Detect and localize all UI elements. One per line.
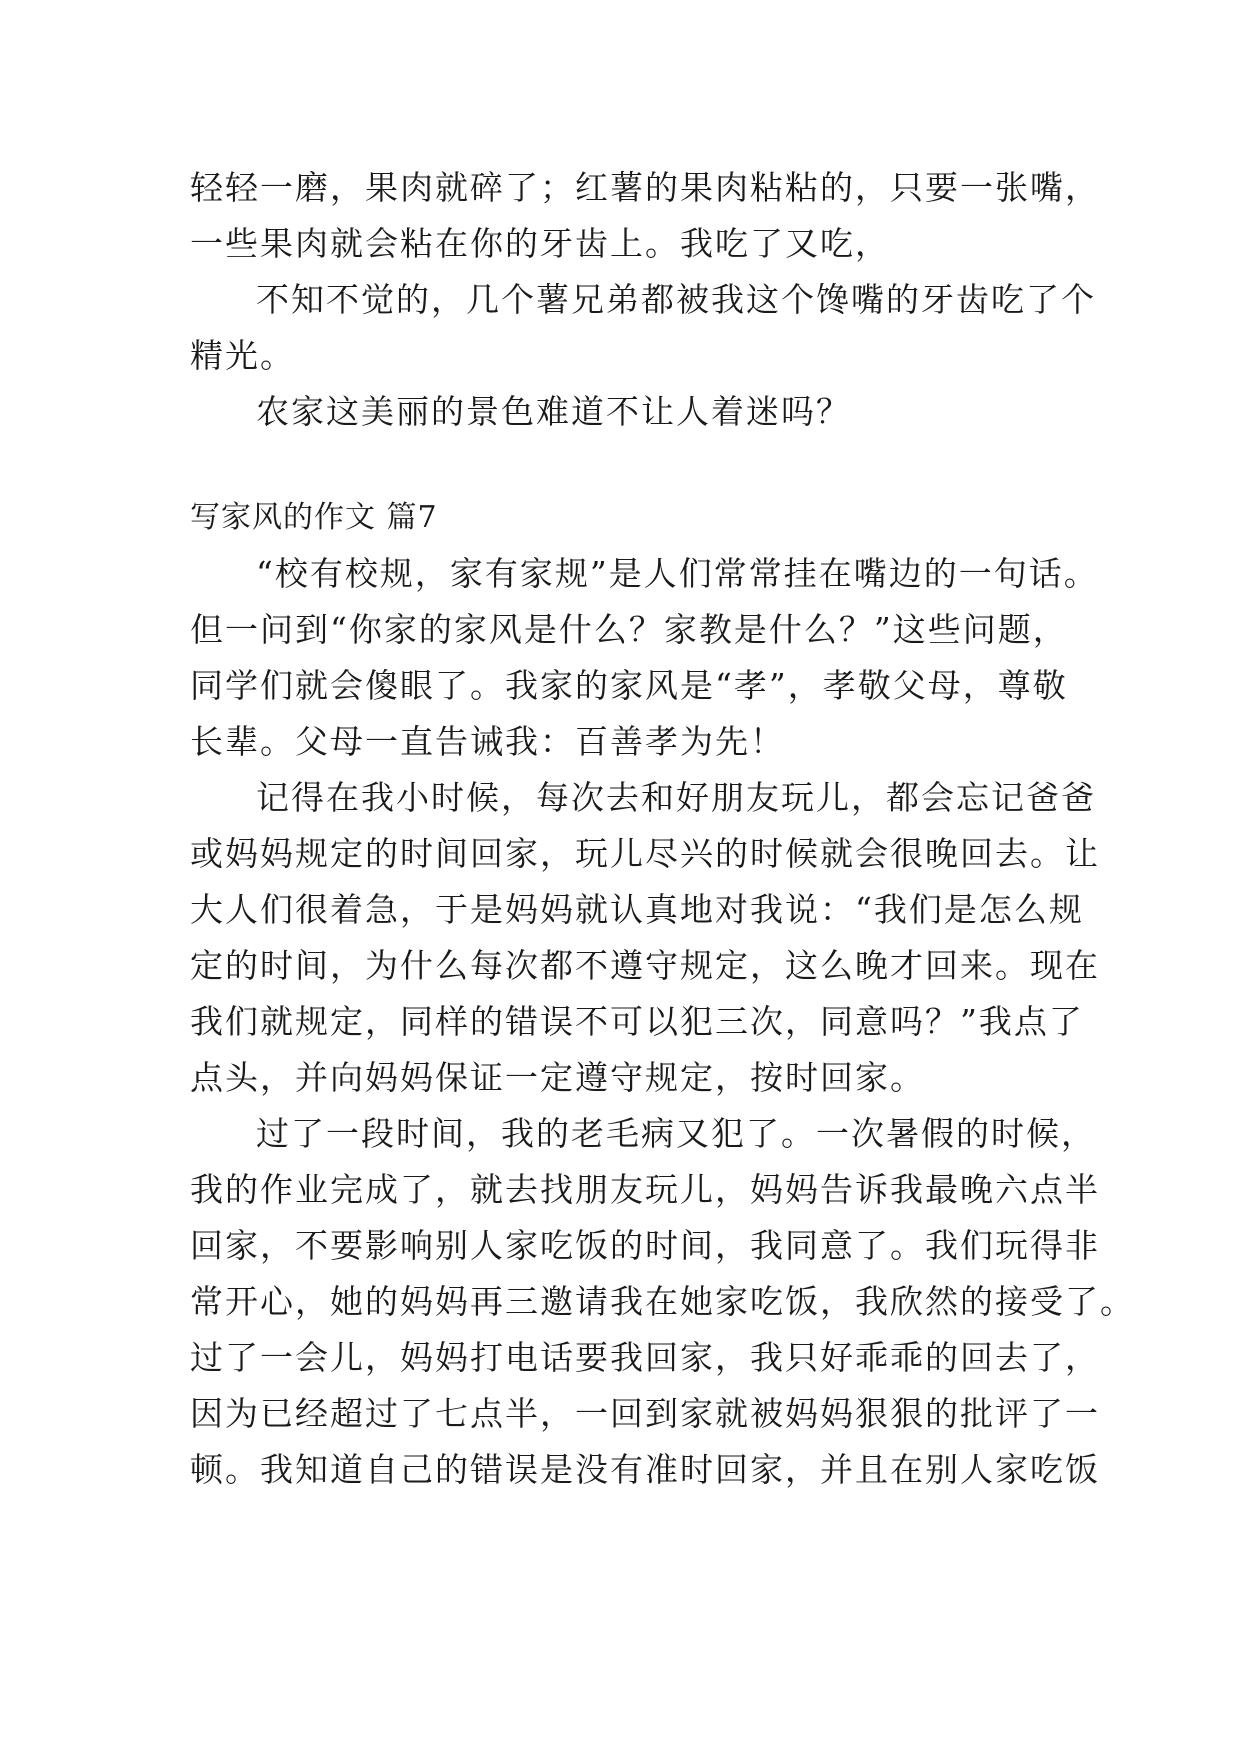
paragraph-line: 过了一会儿，妈妈打电话要我回家，我只好乖乖的回去了， — [190, 1338, 1100, 1377]
paragraph-line: 农家这美丽的景色难道不让人着迷吗？ — [256, 392, 851, 431]
paragraph-line: 或妈妈规定的时间回家，玩儿尽兴的时候就会很晚回去。让 — [190, 834, 1100, 873]
paragraph-line: 顿。我知道自己的错误是没有准时回家，并且在别人家吃饭 — [190, 1450, 1100, 1489]
paragraph-line: 轻轻一磨，果肉就碎了；红薯的果肉粘粘的，只要一张嘴， — [190, 168, 1100, 207]
paragraph-line: 一些果肉就会粘在你的牙齿上。我吃了又吃， — [190, 224, 890, 263]
paragraph-line: 回家，不要影响别人家吃饭的时间，我同意了。我们玩得非 — [190, 1226, 1100, 1265]
section-gap — [190, 440, 1070, 490]
document-page — [190, 160, 1135, 1498]
paragraph-line: 但一问到“你家的家风是什么？家教是什么？”这些问题， — [190, 610, 1068, 649]
paragraph-line: 常开心，她的妈妈再三邀请我在她家吃饭，我欣然的接受了。 — [190, 1282, 1135, 1321]
paragraph-line: 长辈。父母一直告诫我：百善孝为先！ — [190, 722, 785, 761]
paragraph-line: 同学们就会傻眼了。我家的家风是“孝”，孝敬父母，尊敬 — [190, 666, 1068, 705]
paragraph-line: 我们就规定，同样的错误不可以犯三次，同意吗？”我点了 — [190, 1002, 1084, 1041]
paragraph-line: 大人们很着急，于是妈妈就认真地对我说：“我们是怎么规 — [190, 890, 1084, 929]
paragraph-line: 因为已经超过了七点半，一回到家就被妈妈狠狠的批评了一 — [190, 1394, 1100, 1433]
paragraph-line: 精光。 — [190, 336, 295, 375]
paragraph-line: 定的时间，为什么每次都不遵守规定，这么晚才回来。现在 — [190, 946, 1100, 985]
paragraph-line: 记得在我小时候，每次去和好朋友玩儿，都会忘记爸爸 — [256, 778, 1096, 817]
section-title: 写家风的作文 篇7 — [190, 500, 438, 535]
paragraph-line: 不知不觉的，几个薯兄弟都被我这个馋嘴的牙齿吃了个 — [256, 280, 1096, 319]
paragraph-line: 过了一段时间，我的老毛病又犯了。一次暑假的时候， — [256, 1114, 1096, 1153]
paragraph-line: 我的作业完成了，就去找朋友玩儿，妈妈告诉我最晚六点半 — [190, 1170, 1100, 1209]
paragraph-line: 点头，并向妈妈保证一定遵守规定，按时回家。 — [190, 1058, 925, 1097]
paragraph-line: “校有校规，家有家规”是人们常常挂在嘴边的一句话。 — [256, 554, 1099, 593]
